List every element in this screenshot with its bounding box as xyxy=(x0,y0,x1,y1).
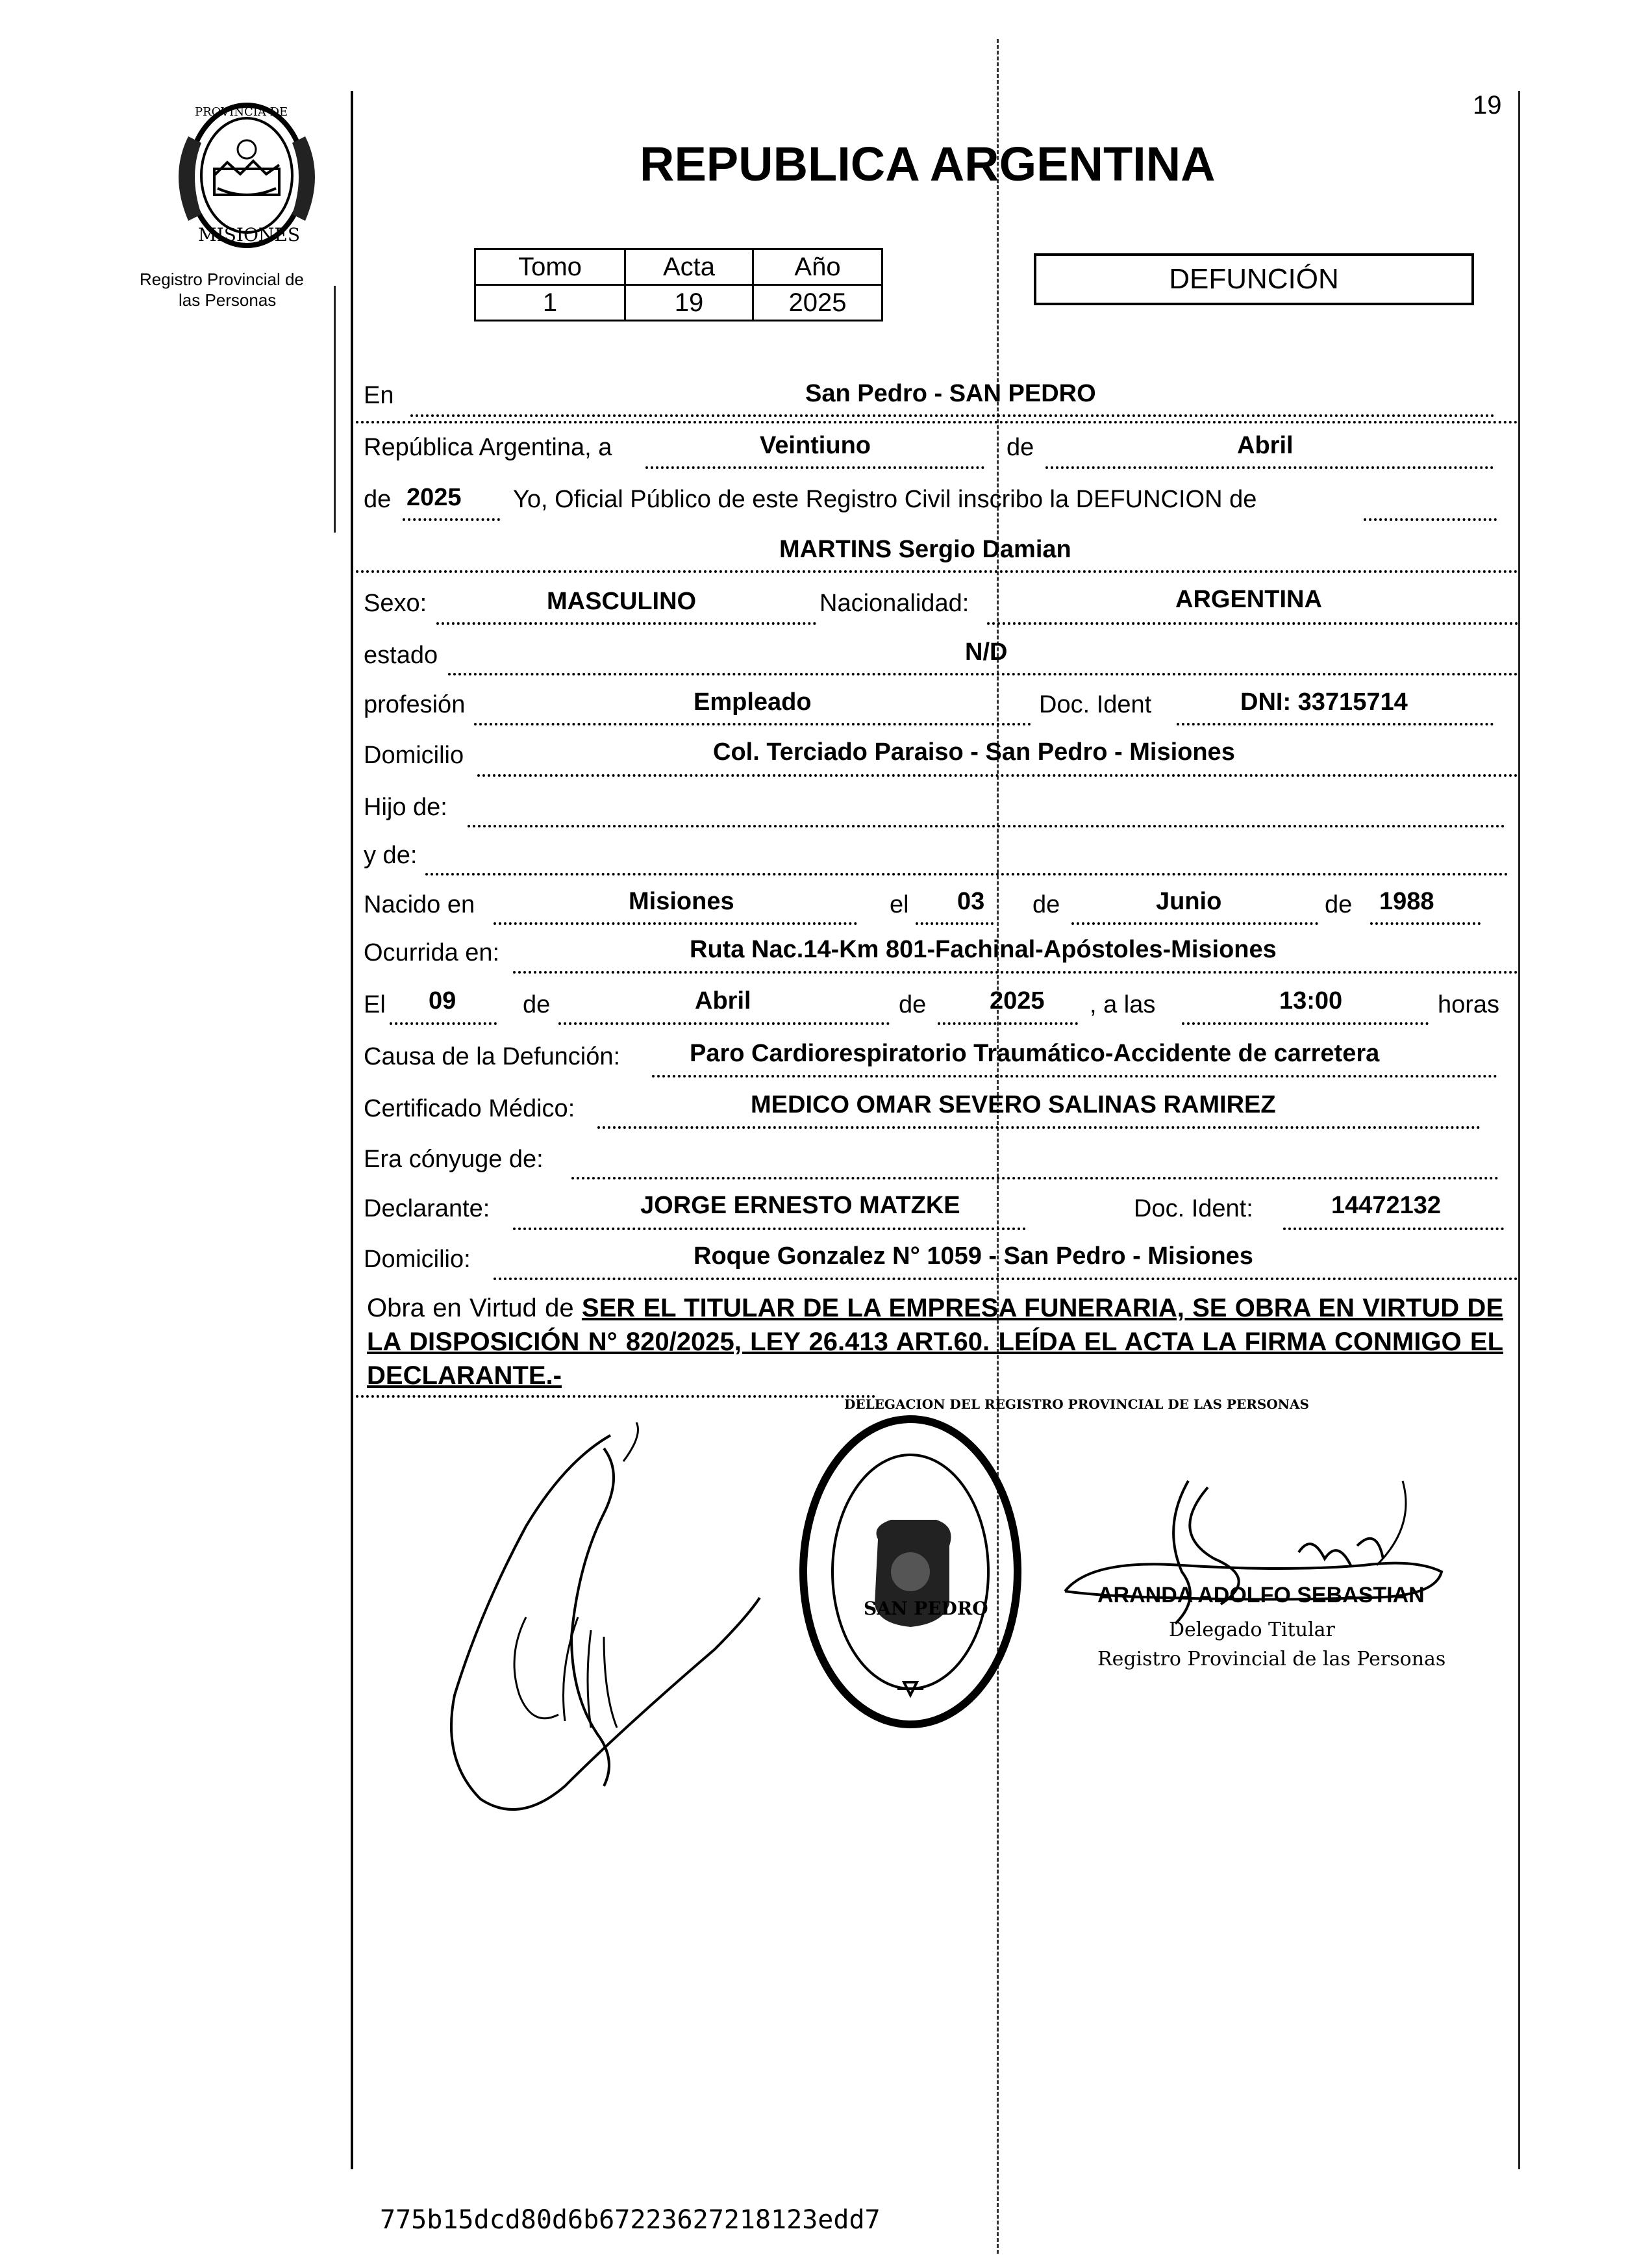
domicilio-line xyxy=(477,774,1518,777)
de-label-1: de xyxy=(1007,434,1034,461)
acta-value: 19 xyxy=(625,285,753,321)
death-month-line xyxy=(558,1022,890,1025)
signatory-name: ARANDA ADOLFO SEBASTIAN xyxy=(1097,1583,1425,1607)
domicilio-label: Domicilio xyxy=(364,742,464,769)
signatory-org: Registro Provincial de las Personas xyxy=(1097,1648,1446,1670)
sexo-value: MASCULINO xyxy=(547,588,697,615)
day-word-value: Veintiuno xyxy=(760,432,871,459)
year-line xyxy=(403,518,500,521)
sexo-line xyxy=(436,622,816,625)
de-label-6: de xyxy=(899,991,927,1018)
alas-label: , a las xyxy=(1090,991,1156,1018)
certificado-value: MEDICO OMAR SEVERO SALINAS RAMIREZ xyxy=(751,1091,1276,1118)
oficial-trailing-line xyxy=(1364,518,1497,521)
oficial-text: Yo, Oficial Público de este Registro Civil inscribo la DEFUNCION de xyxy=(513,486,1257,513)
conyuge-line xyxy=(571,1177,1499,1179)
ocurrida-line xyxy=(513,971,1518,974)
center-fold-line xyxy=(997,39,999,2254)
death-day-line xyxy=(390,1022,497,1025)
yde-line xyxy=(425,873,1508,876)
birth-month-value: Junio xyxy=(1156,888,1222,915)
death-time-value: 13:00 xyxy=(1279,987,1343,1014)
en-value: San Pedro - SAN PEDRO xyxy=(805,380,1096,407)
certificado-line xyxy=(597,1126,1481,1129)
page-number: 19 xyxy=(1473,91,1502,120)
nacionalidad-line xyxy=(987,622,1518,625)
nacido-line xyxy=(494,922,857,925)
right-margin-rule xyxy=(1518,91,1520,2169)
nacionalidad-label: Nacionalidad: xyxy=(819,590,969,617)
doc-ident-line xyxy=(1177,723,1494,725)
republica-label: República Argentina, a xyxy=(364,434,612,461)
left-inner-rule xyxy=(334,286,336,533)
de-label-3: de xyxy=(1032,891,1060,918)
death-year-line xyxy=(938,1022,1078,1025)
doc-type-label: DEFUNCIÓN xyxy=(1169,263,1339,295)
obra-label: Obra en Virtud de xyxy=(367,1294,574,1322)
de-label-5: de xyxy=(523,991,551,1018)
seal-top-text: PROVINCIA DE xyxy=(195,105,288,119)
causa-label: Causa de la Defunción: xyxy=(364,1043,621,1070)
deceased-name-line xyxy=(356,570,1518,573)
domicilio-value: Col. Terciado Paraiso - San Pedro - Misiones xyxy=(713,738,1235,766)
left-margin-rule xyxy=(351,91,353,2169)
birth-month-line xyxy=(1071,922,1318,925)
conyuge-label: Era cónyuge de: xyxy=(364,1146,544,1173)
de-label-2: de xyxy=(364,486,392,513)
official-signature-icon xyxy=(1052,1468,1455,1637)
registry-name-line1: Registro Provincial de xyxy=(140,270,304,289)
declarante-value: JORGE ERNESTO MATZKE xyxy=(640,1192,960,1219)
certificado-label: Certificado Médico: xyxy=(364,1095,575,1122)
profesion-value: Empleado xyxy=(694,688,812,716)
death-day-value: 09 xyxy=(429,987,457,1014)
document-hash: 775b15dcd80d6b67223627218123edd7 xyxy=(380,2205,881,2235)
doc-ident2-value: 14472132 xyxy=(1331,1192,1442,1219)
ocurrida-value: Ruta Nac.14-Km 801-Fachinal-Apóstoles-Misiones xyxy=(690,936,1277,963)
acta-header: Acta xyxy=(625,249,753,285)
anio-header: Año xyxy=(753,249,882,285)
el-label: el xyxy=(890,891,909,918)
tomo-value: 1 xyxy=(475,285,625,321)
registry-name-line2: las Personas xyxy=(179,290,277,310)
yde-label: y de: xyxy=(364,842,418,869)
birth-day-line xyxy=(916,922,994,925)
estado-value: N/D xyxy=(965,638,1008,666)
birth-year-line xyxy=(1370,922,1481,925)
obra-value: SER EL TITULAR DE LA EMPRESA FUNERARIA, SE OBRA EN VIRTUD DE LA DISPOSICIÓN N° 820/2025, LEY 26.413 ART.60. LEÍDA EL ACTA LA FIRMA CONMIGO EL DECLARANTE.- xyxy=(367,1294,1503,1390)
en-label: En xyxy=(364,382,394,409)
domicilio2-value: Roque Gonzalez N° 1059 - San Pedro - Misiones xyxy=(694,1242,1253,1270)
month-word-value: Abril xyxy=(1237,432,1294,459)
causa-value: Paro Cardiorespiratorio Traumático-Accidente de carretera xyxy=(690,1040,1380,1067)
hijo-line xyxy=(468,825,1505,827)
death-time-line xyxy=(1182,1022,1429,1025)
hijo-label: Hijo de: xyxy=(364,794,447,821)
nacionalidad-value: ARGENTINA xyxy=(1175,586,1322,613)
seal-bottom-text: MISIONES xyxy=(198,224,301,246)
profesion-line xyxy=(474,723,1031,725)
birth-year-value: 1988 xyxy=(1379,888,1434,915)
doc-ident-value: DNI: 33715714 xyxy=(1240,688,1408,716)
domicilio2-label: Domicilio: xyxy=(364,1246,471,1273)
de-label-4: de xyxy=(1325,891,1353,918)
month-word-line xyxy=(1045,466,1494,469)
death-month-value: Abril xyxy=(695,987,751,1014)
declarante-label: Declarante: xyxy=(364,1195,490,1222)
declarant-signature-icon xyxy=(409,1422,773,1825)
page-title: REPUBLICA ARGENTINA xyxy=(640,137,1216,191)
en-line xyxy=(410,414,1495,417)
nacido-label: Nacido en xyxy=(364,891,475,918)
declarante-line xyxy=(513,1228,1026,1230)
causa-line xyxy=(652,1075,1497,1077)
deceased-name-value: MARTINS Sergio Damian xyxy=(779,536,1071,563)
official-stamp-icon xyxy=(794,1409,1027,1734)
estado-label: estado xyxy=(364,642,438,669)
estado-line xyxy=(448,673,1518,675)
reference-table xyxy=(474,248,883,321)
stamp-ring-text: DELEGACION DEL REGISTRO PROVINCIAL DE LAS PERSONAS xyxy=(844,1396,1309,1412)
obra-end-line xyxy=(356,1395,875,1398)
el2-label: El xyxy=(364,991,386,1018)
profesion-label: profesión xyxy=(364,691,466,718)
year-value: 2025 xyxy=(406,484,462,511)
doc-ident-label: Doc. Ident xyxy=(1039,691,1152,718)
anio-value: 2025 xyxy=(753,285,882,321)
death-year-value: 2025 xyxy=(990,987,1045,1014)
domicilio2-line xyxy=(494,1278,1518,1280)
doc-ident2-label: Doc. Ident: xyxy=(1134,1195,1253,1222)
stamp-city: SAN PEDRO xyxy=(864,1598,988,1619)
horas-label: horas xyxy=(1438,991,1500,1018)
ocurrida-label: Ocurrida en: xyxy=(364,939,500,966)
obra-paragraph xyxy=(367,1291,1503,1392)
signatory-role: Delegado Titular xyxy=(1169,1619,1335,1641)
birth-day-value: 03 xyxy=(957,888,985,915)
tomo-header: Tomo xyxy=(475,249,625,285)
nacido-value: Misiones xyxy=(629,888,734,915)
day-word-line xyxy=(645,466,984,469)
row-separator-1 xyxy=(356,421,1518,423)
doc-ident2-line xyxy=(1283,1228,1504,1230)
sexo-label: Sexo: xyxy=(364,590,427,617)
